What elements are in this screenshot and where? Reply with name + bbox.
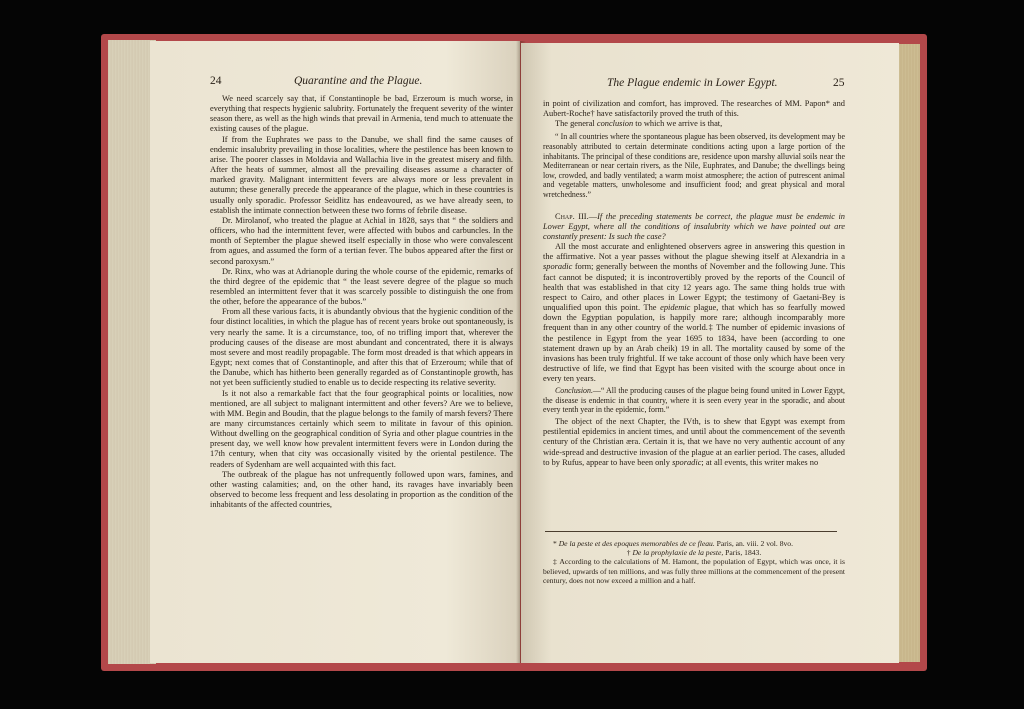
conclusion-quote	[543, 386, 845, 415]
footnote-1-title: De la peste et des epoques memorables de ce fleau.	[558, 539, 715, 548]
paragraph: We need scarcely say that, if Constantinople be bad, Erzeroum is much worse, in everything that respects hygienic salubrity. Fortunately the frequent severity of the winter season there, as well as the high winds that prevail in Armenia, tend much to attenuate the existing causes of the plague.	[210, 94, 513, 134]
conclusion-intro-prefix: The general	[555, 119, 597, 129]
left-running-title: Quarantine and the Plague.	[294, 75, 423, 87]
paragraph: Is it not also a remarkable fact that the four geographical points or localities, now mentioned, are all subject to malignant intermittent and other fevers? Are we to believe, with MM. Begin and Boudin, that the plague belongs to the family of marsh fevers? There are many circumstances certainly which seem to militate in favour of this opinion. Without dwelling on the geographical condition of Syria and other plague countries in the present day, we well know how prevalent intermittent fevers were in London during the 17th century, when that city was occasionally visited by the oriental pestilence. The readers of Sydenham are well acquainted with this fact.	[210, 388, 513, 469]
footnote-2-rest: Paris, 1843.	[723, 548, 762, 558]
conclusion-text: —“ All the producing causes of the plague being found united in Lower Egypt, the disease is endemic in that country, where it is seen every year in the sporadic, and about every tenth year in the epidemic, form.”	[543, 386, 845, 415]
conclusion-intro-suffix: to which we arrive is that,	[633, 119, 723, 129]
paragraph-a-part3: plague, that which has so fearfully mowed down the Egyptian population, is happily more rare; although incomparably more frequent than in any other country of the world.‡ The number of epidemic invasions of the pestilence in Egypt from the year 1695 to 1834, have been (according to one statement drawn up by an Arab cheik) 19 in all. The mortality caused by some of the invasions has been truly frightful. If we take account of those only which have been very destructive of life, we find that Egypt has been visited with the scourge about once in every ten years.	[543, 303, 845, 384]
conclusion-intro-word: conclusion	[596, 119, 634, 129]
footnote-3: ‡ According to the calculations of M. Hamont, the population of Egypt, which was once, it is believed, upwards of ten millions, and was fully three millions at the commencement of the present century, does not now exceed a million and a half.	[543, 557, 845, 585]
paragraph-a-italic2: epidemic	[660, 303, 691, 313]
right-page-header	[607, 77, 847, 89]
footnote-2-title: De la prophylaxie de la peste,	[632, 548, 724, 558]
footnote-2-mark: †	[626, 548, 633, 558]
paragraph-a-part1: All the most accurate and enlightened observers agree in answering this question in the affirmative. Not a year passes without the plague shewing itself at Alexandria in a	[543, 242, 845, 262]
page-edges-right	[898, 44, 920, 662]
paragraph: The outbreak of the plague has not unfrequently followed upon wars, famines, and other wasting calamities; and, on the other hand, its ravages have invariably been observed to become less frequent and less desolating in proportion as the condition of the inhabitants of the affected countries,	[210, 469, 513, 510]
footnote-rule	[545, 531, 837, 532]
footnote-2	[543, 548, 845, 557]
chapter-label: Chap. III.—	[555, 211, 598, 221]
chapter-heading	[543, 212, 845, 242]
right-page	[521, 43, 899, 663]
footnote-1	[543, 539, 845, 548]
footnote-1-mark: *	[553, 539, 559, 548]
paragraph: From all these various facts, it is abundantly obvious that the hygienic condition of the four distinct localities, in which the plague has of recent years broke out spontaneously, is very nearly the same. It is a circumstance, too, of no trifling import that, wherever the producing causes of the disease are most abundant and concentrated, there it is always most severe and most readily propagable. The form most dreaded is that which appears in Egypt; next comes that of Constantinople, and after this that of Erzeroum; while that of the Danube, which has hitherto been generally regarded as of Constantinople growth, has not yet been sufficiently studied to enable us to decide respecting its relative severity.	[210, 307, 513, 388]
page-edges-left	[108, 40, 156, 664]
paragraph-b-italic: sporadic	[672, 457, 702, 467]
paragraph: If from the Euphrates we pass to the Danube, we shall find the same causes of endemic insalubrity prevailing in those localities, where the pestilence has been known to arise. The poorer classes in Moldavia and Wallachia live in the greatest misery and filth. After the heats of summer, almost all the prevailing diseases assume a character of marked gravity. Malignant intermittent fevers are always more or less prevalent in autumn; these generally precede the appearance of the plague, which in these countries is usually only sporadic. Professor Seidlitz has endeavoured, as we have already seen, to establish the intimate connection between these two forms of febrile disease.	[210, 134, 513, 215]
footnotes	[543, 539, 845, 585]
paragraph-b-part1: The object of the next Chapter, the IVth, is to shew that Egypt was exempt from pestilential epidemics in ancient times, and until about the commencement of the seventh century of the Christian æra. Certain it is, that we have no very authentic account of any wide-spread and destructive invasion of the plague at an earlier period. The cases, alluded to by Rufus, appear to have been only	[543, 417, 845, 467]
paragraph-b-part2: ; at all events, this writer makes no	[701, 457, 819, 467]
left-page	[150, 41, 520, 663]
right-page-number: 25	[833, 77, 845, 89]
paragraph: in point of civilization and comfort, has improved. The researches of MM. Papon* and Aubert-Roche† have satisfactorily proved the truth of this.	[543, 99, 845, 119]
conclusion-label: Conclusion.	[555, 386, 593, 396]
right-running-title: The Plague endemic in Lower Egypt.	[607, 77, 778, 89]
paragraph-a-italic: sporadic	[543, 262, 573, 272]
left-page-body	[210, 94, 513, 510]
paragraph	[543, 242, 845, 384]
block-quote: “ In all countries where the spontaneous plague has been observed, its development may be reasonably attributed to certain determinate conditions acting upon a large portion of the inhabitants. The principal of these conditions are, residence upon marshy alluvial soils near the Mediterranean or near certain rivers, as the Nile, Euphrates, and Danube; the dwellings being low, crowded, and badly ventilated; a warm moist atmosphere; the action of putrescent animal and vegetable matters, unwholesome and insufficient food; and great physical and moral wretchedness.”	[543, 132, 845, 200]
chapter-question: If the preceding statements be correct, the plague must be endemic in Lower Egypt, where all the conditions of insalubrity which we have pointed out are constantly present: Is such the case?	[543, 211, 845, 241]
footnote-1-rest: Paris, an. viii. 2 vol. 8vo.	[714, 539, 794, 548]
conclusion-intro	[543, 119, 845, 129]
paragraph	[543, 417, 845, 468]
paragraph: Dr. Mirolanof, who treated the plague at Achial in 1828, says that “ the soldiers and officers, who had the intermittent fever, were affected with bubos and carbuncles. In the month of September the plague shewed itself especially in those who were convalescent from agues, and assumed the form of a tertian fever. The bubos appeared after the first or second paroxysm.”	[210, 215, 513, 266]
paragraph: Dr. Rinx, who was at Adrianople during the whole course of the epidemic, remarks of the third degree of the epidemic that “ the least severe degree of the plague so much resembled an intermittent fever that it was scarcely possible to distinguish the one from the other, before the appearance of the bubos.”	[210, 266, 513, 307]
left-page-number: 24	[210, 75, 222, 87]
left-page-header	[210, 75, 506, 87]
paragraph-a-part2: form; generally between the months of November and the following June. This fact cannot be disputed; it is incontrovertibly proved by the reports of the Council of health that was established in that city 12 years ago. The same thing holds true with respect to Cairo, and other places in Lower Egypt; the testimony of Gaetani-Bey is unqualified upon this point. The	[543, 262, 845, 313]
right-page-body	[543, 99, 845, 468]
